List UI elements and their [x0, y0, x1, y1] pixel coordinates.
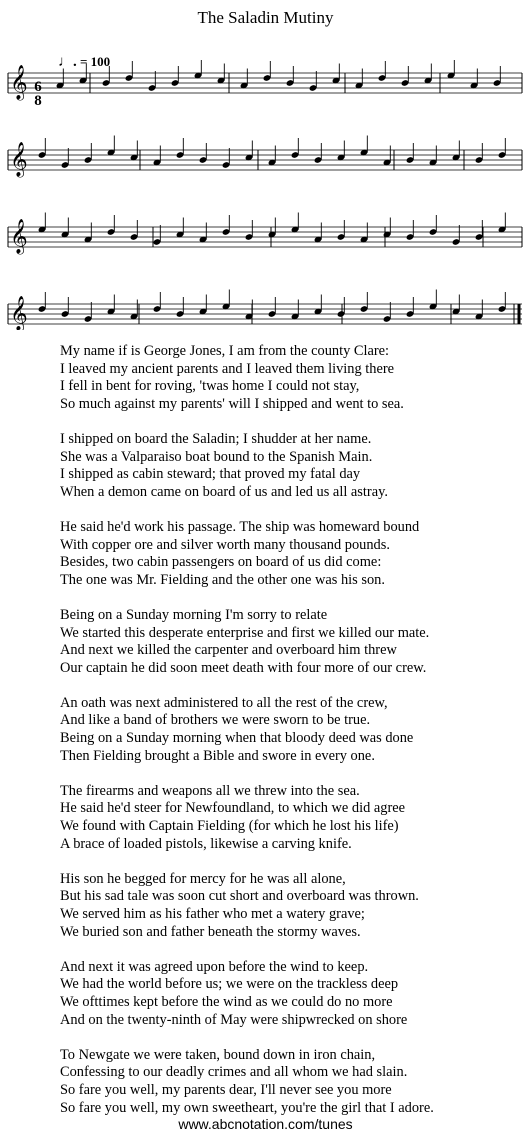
lyrics-line: He said he'd steer for Newfoundland, to which we did agree [60, 800, 406, 817]
lyrics-line: A brace of loaded pistols, likewise a carving knife. [60, 835, 352, 852]
lyrics-line: We started this desperate enterprise and first we killed our mate. [60, 624, 430, 641]
lyrics-stanza [60, 607, 434, 677]
lyrics-stanza [60, 343, 434, 413]
lyrics-line: So much against my parents' will I shipped and went to sea. [60, 395, 404, 412]
lyrics-line: We had the world before us; we were on the trackless deep [60, 976, 399, 993]
lyrics-line: Besides, two cabin passengers on board of us did come: [60, 554, 382, 571]
lyrics-stanza [60, 695, 434, 765]
lyrics-line: And like a band of brothers we were sworn to be true. [60, 712, 371, 729]
time-signature-bottom: 8 [34, 93, 42, 109]
lyrics-line: Being on a Sunday morning I'm sorry to relate [60, 606, 328, 623]
staff-systems [8, 60, 522, 330]
lyrics-line: And on the twenty-ninth of May were shipwrecked on shore [60, 1011, 408, 1028]
lyrics-line: I fell in bent for roving, 'twas home I could not stay, [60, 378, 360, 395]
lyrics-line: To Newgate we were taken, bound down in iron chain, [60, 1046, 376, 1063]
lyrics-line: His son he begged for mercy for he was all alone, [60, 870, 346, 887]
lyrics-line: An oath was next administered to all the rest of the crew, [60, 694, 388, 711]
lyrics-line: My name if is George Jones, I am from the county Clare: [60, 343, 390, 359]
lyrics-stanza [60, 519, 434, 589]
footer-url[interactable]: www.abcnotation.com/tunes [178, 1116, 353, 1132]
lyrics-line: The one was Mr. Fielding and the other one was his son. [60, 571, 385, 588]
lyrics-line: But his sad tale was soon cut short and overboard was thrown. [60, 888, 419, 905]
lyrics-line: Confessing to our deadly crimes and all whom we had slain. [60, 1064, 408, 1081]
lyrics-line: We found with Captain Fielding (for which he lost his life) [60, 818, 399, 835]
lyrics-line: Being on a Sunday morning when that bloody deed was done [60, 730, 414, 747]
time-signature-top: 6 [34, 79, 42, 95]
svg-text:𝄞: 𝄞 [10, 296, 28, 330]
lyrics-line: And next it was agreed upon before the wind to keep. [60, 958, 369, 975]
lyrics-line: We served him as his father who met a watery grave; [60, 906, 365, 922]
lyrics-line: With copper ore and silver worth many thousand pounds. [60, 536, 390, 553]
lyrics-stanza [60, 959, 434, 1029]
lyrics-line: I shipped as cabin steward; that proved my fatal day [60, 466, 361, 483]
lyrics-stanza [60, 783, 434, 853]
lyrics-stanza [60, 431, 434, 501]
lyrics-line: And next we killed the carpenter and overboard him threw [60, 642, 397, 659]
svg-text:𝄞: 𝄞 [10, 219, 28, 254]
lyrics-line: So fare you well, my own sweetheart, you're the girl that I adore. [60, 1099, 434, 1116]
lyrics-stanza [60, 1047, 434, 1117]
svg-text:𝄞: 𝄞 [10, 142, 28, 177]
tempo-bpm: = 100 [80, 54, 111, 69]
dotted-quarter-note-icon: ♩. [58, 54, 77, 70]
lyrics-block [60, 343, 434, 1135]
lyrics-line: I shipped on board the Saladin; I shudder at her name. [60, 430, 372, 447]
music-score [0, 60, 531, 330]
lyrics-line: I leaved my ancient parents and I leaved them living there [60, 360, 395, 377]
lyrics-line: The firearms and weapons all we threw into the sea. [60, 782, 360, 799]
lyrics-stanza [60, 871, 434, 941]
lyrics-line: We ofttimes kept before the wind as we could do no more [60, 993, 393, 1010]
lyrics-line: When a demon came on board of us and led us all astray. [60, 483, 388, 500]
lyrics-line: So fare you well, my parents dear, I'll never see you more [60, 1081, 392, 1098]
lyrics-line: Our captain he did soon meet death with four more of our crew. [60, 659, 427, 676]
svg-text:𝄞: 𝄞 [10, 65, 28, 100]
lyrics-line: He said he'd work his passage. The ship was homeward bound [60, 518, 420, 535]
lyrics-line: Then Fielding brought a Bible and swore in every one. [60, 747, 375, 764]
tune-title: The Saladin Mutiny [197, 8, 334, 27]
lyrics-line: We buried son and father beneath the stormy waves. [60, 923, 361, 940]
lyrics-line: She was a Valparaiso boat bound to the Spanish Main. [60, 448, 373, 465]
